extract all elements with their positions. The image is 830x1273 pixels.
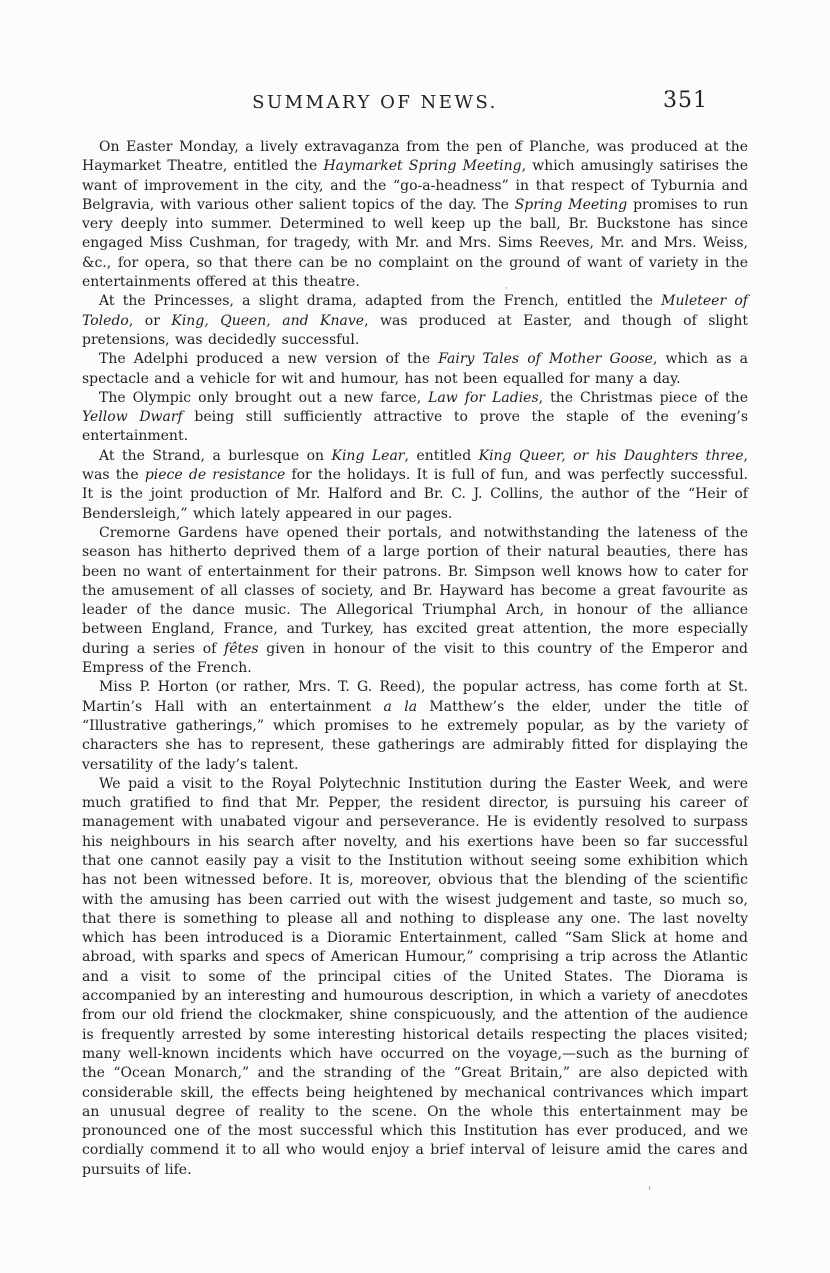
text-run: , was produced at Easter, and though of slight pretensions, was decidedly successful. (82, 312, 748, 348)
article (82, 138, 748, 1180)
work-title: Spring Meeting (514, 196, 628, 213)
paragraph (82, 292, 748, 350)
paragraph (82, 447, 748, 524)
text-run: At the Princesses, a slight drama, adapted from the French, entitled the (99, 293, 662, 310)
work-title: King Lear (331, 447, 405, 464)
paragraph (82, 350, 748, 389)
work-title: piece de resistance (144, 467, 286, 484)
text-run: , was the (82, 447, 748, 484)
text-run: for the holidays. It is full of fun, and was perfectly successful. It is the joint production of Mr. Halford and Br. C. J. Collins, the author of the “Heir of Bendersleigh,” which lately appeared in our pages. (82, 467, 749, 522)
text-run: Miss P. Horton (or rather, Mrs. T. G. Reed), the popular actress, has come forth at St. Martin’s Hall with an entertainment (82, 679, 748, 715)
text-run: , the Christmas piece of the (538, 389, 748, 406)
work-title: King Queer, or his Daughters three (478, 447, 744, 464)
page-content (82, 88, 748, 1180)
paragraph (82, 138, 748, 292)
text-run: promises to run very deeply into summer. Determined to well keep up the ball, Br. Buckstone has since engaged Miss Cushman, for tragedy, with Mr. and Mrs. Sims Reeves, Mr. and Mrs. Weiss, &c., for opera, so that there can be no complaint on the ground of want of variety in the entertainments offered at this theatre. (82, 196, 749, 291)
paragraph (82, 524, 748, 678)
text-run: On Easter Monday, a lively extravaganza from the pen of Planche, was produced at the Haymarket Theatre, entitled the (82, 139, 748, 175)
text-run: , which amusingly satirises the want of improvement in the city, and the “go-a-headness” in that respect of Tyburnia and Belgravia, with various other salient topics of the day. The (82, 158, 749, 213)
paragraph (82, 678, 748, 774)
page-title: SUMMARY OF NEWS. (252, 92, 498, 113)
paragraph (82, 389, 748, 447)
work-title: Law for Ladies (428, 389, 539, 406)
text-run: being still sufficiently attractive to prove the staple of the evening’s entertainment. (82, 409, 748, 445)
work-title: a la (383, 698, 418, 715)
page-number: 351 (663, 88, 708, 113)
paragraph (82, 775, 748, 1180)
work-title: Fairy Tales of Mother Goose (438, 351, 653, 368)
running-head (82, 88, 748, 118)
text-run: The Olympic only brought out a new farce, (99, 389, 429, 406)
text-run: Matthew’s the elder, under the title of “Illustrative gatherings,” which promises to he extremely popular, as by the variety of characters she has to represent, these gatherings are admirably fitted for displaying the versatility of the lady’s talent. (82, 698, 748, 773)
text-run: , entitled (404, 447, 479, 464)
scan-artifact (648, 1182, 656, 1188)
work-title: King, Queen, and Knave (171, 312, 365, 329)
scan-artifact (505, 286, 510, 292)
text-run: given in honour of the visit to this country of the Emperor and Empress of the French. (82, 640, 748, 677)
text-run: The Adelphi produced a new version of the (99, 351, 439, 368)
text-run: Cremorne Gardens have opened their portals, and notwithstanding the lateness of the season has hitherto deprived them of a large portion of their natural beauties, there has been no want of entertainment for their patrons. Br. Simpson well knows how to cater for the amusement of all classes of society, and Br. Hayward has become a great favourite as leader of the dance music. The Allegorical Triumphal Arch, in honour of the alliance between England, France, and Turkey, has excited great attention, the more especially during a series of (82, 524, 748, 657)
work-title: fêtes (224, 640, 259, 657)
text-run: We paid a visit to the Royal Polytechnic Institution during the Easter Week, and were much gratified to find that Mr. Pepper, the resident director, is pursuing his career of management with unabated vigour and perseverance. He is evidently resolved to surpass his neighbours in his search after novelty, and his exertions have been so far successful that one cannot easily pay a visit to the Institution without seeing some exhibition which has not been witnessed before. It is, moreover, obvious that the blending of the scientific with the amusing has been carried out with the wisest judgement and taste, so much so, that there is something to please all and nothing to displease any one. The last novelty which has been introduced is a Dioramic Entertainment, called “Sam Slick at home and abroad, with sparks and specs of American Humour,” comprising a trip across the Atlantic and a visit to some of the principal cities of the United States. The Diorama is accompanied by an interesting and humourous description, in which a variety of anecdotes from our old friend the clockmaker, shine conspicuously, and the attention of the audience is frequently arrested by some interesting historical details respecting the places visited; many well-known incidents which have occurred on the voyage,—such as the burning of the “Ocean Monarch,” and the stranding of the “Great Britain,” are also depicted with considerable skill, the effects being heightened by mechanical contrivances which impart an unusual degree of reality to the scene. On the whole this entertainment may be pronounced one of the most successful which this Institution has ever produced, and we cordially commend it to all who would enjoy a brief interval of leisure amid the cares and pursuits of life. (82, 775, 748, 1178)
work-title: Haymarket Spring Meeting (323, 158, 522, 175)
text-run: , or (128, 312, 172, 329)
text-run: At the Strand, a burlesque on (99, 447, 332, 464)
work-title: Muleteer of Toledo (82, 293, 748, 329)
work-title: Yellow Dwarf (82, 409, 183, 426)
text-run: , which as a spectacle and a vehicle for wit and humour, has not been equalled for many a day. (82, 351, 748, 387)
